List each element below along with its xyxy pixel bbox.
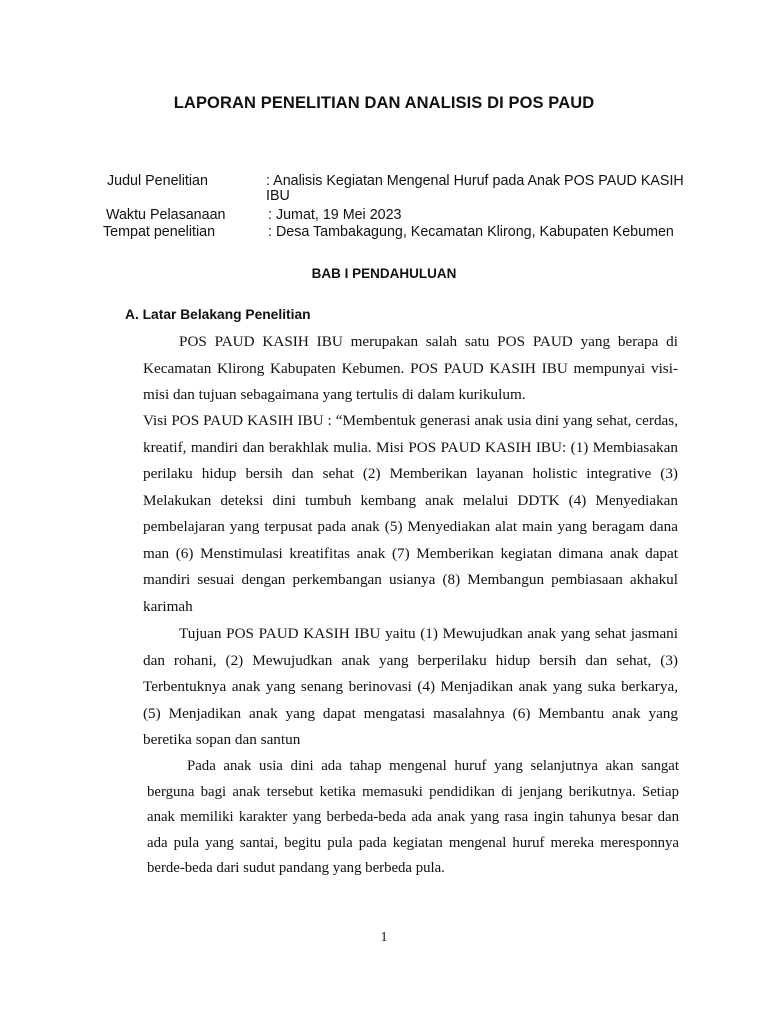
meta-value-waktu: : Jumat, 19 Mei 2023 — [268, 207, 402, 223]
section-heading: A. Latar Belakang Penelitian — [125, 307, 311, 322]
meta-value-judul: : Analisis Kegiatan Mengenal Huruf pada Anak POS PAUD KASIH IBU — [266, 173, 684, 204]
meta-label-waktu: Waktu Pelasanaan — [106, 207, 226, 223]
paragraph-visi-misi: Visi POS PAUD KASIH IBU : “Membentuk generasi anak usia dini yang sehat, cerdas, kreatif, mandiri dan berakhlak mulia. Misi POS PAUD KASIH IBU: (1) Membiasakan perilaku hidup bersih dan sehat (2) Memberikan layanan holistic integrative (3) Melakukan deteksi dini tumbuh kembang anak melalui DDTK (4) Menyediakan pembelajaran yang terpusat pada anak (5) Menyediakan alat main yang beragam dana man (6) Menstimulasi kreatifitas anak (7) Memberikan kegiatan dimana anak dapat mandiri sesuai dengan perkembangan usianya (8) Membangun pembiasaan akhakul karimah — [143, 412, 678, 615]
meta-value-tempat: : Desa Tambakagung, Kecamatan Klirong, Kabupaten Kebumen — [268, 224, 674, 240]
paragraph-mengenal-huruf: Pada anak usia dini ada tahap mengenal huruf yang selanjutnya akan sangat berguna bagi anak tersebut ketika memasuki pendidikan di jenjang berikutnya. Setiap anak memiliki karakter yang berbeda-beda ada anak yang rasa ingin tahunya besar dan ada pula yang santai, begitu pula pada kegiatan mengenal huruf mereka meresponnya berde-beda dari sudut pandang yang berbeda pula. — [147, 758, 679, 876]
paragraph-tujuan: Tujuan POS PAUD KASIH IBU yaitu (1) Mewujudkan anak yang sehat jasmani dan rohani, (2) Mewujudkan anak yang berperilaku hidup bersih dan sehat, (3) Terbentuknya anak yang senang berinovasi (4) Menjadikan anak yang suka berkarya, (5) Menjadikan anak yang dapat mengatasi masalahnya (6) Membantu anak yang beretika sopan dan santun — [143, 625, 678, 748]
paragraph-intro: POS PAUD KASIH IBU merupakan salah satu POS PAUD yang berapa di Kecamatan Klirong Kabupaten Kebumen. POS PAUD KASIH IBU mempunyai visi-misi dan tujuan sebagaimana yang tertulis di dalam kurikulum. — [143, 333, 678, 403]
document-title: LAPORAN PENELITIAN DAN ANALISIS DI POS PAUD — [173, 94, 595, 112]
chapter-heading: BAB I PENDAHULUAN — [311, 266, 457, 281]
meta-label-tempat: Tempat penelitian — [103, 224, 216, 240]
page-number: 1 — [380, 929, 388, 944]
meta-label-judul: Judul Penelitian — [107, 173, 208, 189]
